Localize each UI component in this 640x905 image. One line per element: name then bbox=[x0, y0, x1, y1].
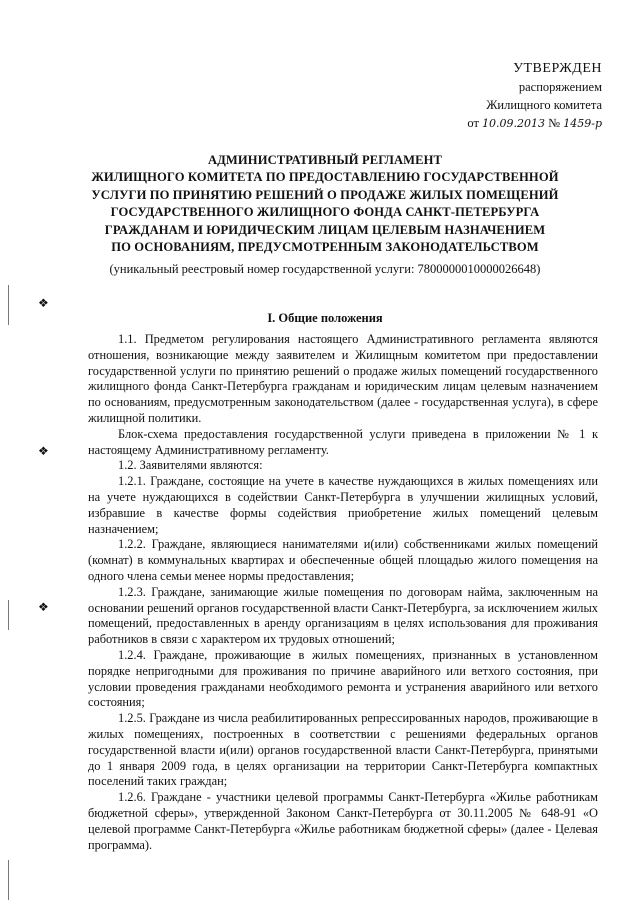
paragraph: Блок-схема предоставления государственной услуги приведена в приложении № 1 к настоящему Административному регламенту. bbox=[88, 426, 598, 457]
paragraph: 1.2.6. Граждане - участники целевой программы Санкт-Петербурга «Жилье работникам бюджетной сферы», утвержденной Законом Санкт-Петербурга от 30.11.2005 № 648-91 «О целевой программе Санкт-Петербурга «Жилье работникам бюджетной сферы» (далее - Целевая программа). bbox=[88, 790, 598, 852]
scan-edge-line bbox=[8, 600, 9, 630]
section-heading: I. Общие положения bbox=[267, 311, 383, 325]
approval-line-committee: Жилищного комитета bbox=[486, 98, 602, 112]
title-line: ПО ОСНОВАНИЯМ, ПРЕДУСМОТРЕННЫМ ЗАКОНОДАТЕЛЬСТВОМ bbox=[111, 240, 539, 255]
approval-stamp: УТВЕРЖДЕН bbox=[513, 61, 602, 76]
paragraph: 1.2.5. Граждане из числа реабилитированных репрессированных народов, проживающие в жилых помещениях, построенных в соответствии с решениями федеральных органов государственной власти и(или) органов государственной власти Санкт-Петербурга, принятыми до 1 января 2009 года, в целях организации на территории Санкт-Петербурга компактных поселений таких граждан; bbox=[88, 711, 598, 789]
paragraph: 1.2.1. Граждане, состоящие на учете в качестве нуждающихся в жилых помещениях или на учете нуждающихся в содействии Санкт-Петербурга в улучшении жилищных условий, избравшие в качестве формы содействия приобретение жилых помещений целевым назначением; bbox=[88, 474, 598, 536]
from-label: от bbox=[467, 116, 479, 130]
document-body bbox=[88, 332, 598, 853]
approval-date-line bbox=[467, 114, 602, 133]
scan-edge-line bbox=[8, 285, 9, 325]
binder-hole-mark: ❖ bbox=[38, 600, 49, 614]
title-line: ЖИЛИЩНОГО КОМИТЕТА ПО ПРЕДОСТАВЛЕНИЮ ГОСУДАРСТВЕННОЙ bbox=[91, 170, 559, 185]
paragraph: 1.2.3. Граждане, занимающие жилые помещения по договорам найма, заключенным на основании решений органов государственной власти Санкт-Петербурга, за исключением жилых помещений, предоставленных в аренду организациям в целях использования для проживания работников в связи с характером их трудовых отношений; bbox=[88, 584, 598, 647]
approval-line-order: распоряжением bbox=[518, 80, 602, 94]
paragraph: 1.2.2. Граждане, являющиеся нанимателями и(или) собственниками жилых помещений (комнат) в коммунальных квартирах и обеспеченные общей площадью жилого помещения на одного члена семьи менее нормы предоставления; bbox=[88, 537, 598, 583]
title-line: АДМИНИСТРАТИВНЫЙ РЕГЛАМЕНТ bbox=[207, 153, 443, 167]
handwritten-date: 10.09.2013 bbox=[482, 117, 546, 130]
title-line: ГОСУДАРСТВЕННОГО ЖИЛИЩНОГО ФОНДА САНКТ-ПЕТЕРБУРГА bbox=[110, 205, 540, 220]
number-label: № bbox=[548, 116, 561, 130]
document-title bbox=[90, 152, 560, 256]
scan-edge-line bbox=[8, 860, 9, 900]
paragraph: 1.1. Предметом регулирования настоящего Административного регламента являются отношения, возникающие между заявителем и Жилищным комитетом при предоставлении государственной услуги по принятию решений о продаже жилых помещений государственного жилищного фонда Санкт-Петербурга гражданам и юридическим лицам целевым назначением по основаниям, предусмотренным законодательством (далее - государственная услуга), в сфере жилищной политики. bbox=[88, 332, 598, 425]
title-line: УСЛУГИ ПО ПРИНЯТИЮ РЕШЕНИЙ О ПРОДАЖЕ ЖИЛЫХ ПОМЕЩЕНИЙ bbox=[91, 187, 559, 202]
registry-number: (уникальный реестровый номер государственной услуги: 7800000010000026648) bbox=[109, 262, 541, 276]
binder-hole-mark: ❖ bbox=[38, 444, 49, 458]
approval-block bbox=[467, 60, 602, 133]
binder-hole-mark: ❖ bbox=[38, 296, 49, 310]
handwritten-number: 1459-р bbox=[563, 117, 602, 130]
paragraph: 1.2.4. Граждане, проживающие в жилых помещениях, признанных в установленном порядке непригодными для проживания по причине аварийного или ветхого состояния, при условии проведения гражданами необходимого ремонта и устранения аварийного или ветхого состояния; bbox=[88, 647, 598, 710]
title-line: ГРАЖДАНАМ И ЮРИДИЧЕСКИМ ЛИЦАМ ЦЕЛЕВЫМ НАЗНАЧЕНИЕМ bbox=[104, 222, 546, 237]
paragraph: 1.2. Заявителями являются: bbox=[118, 458, 263, 473]
